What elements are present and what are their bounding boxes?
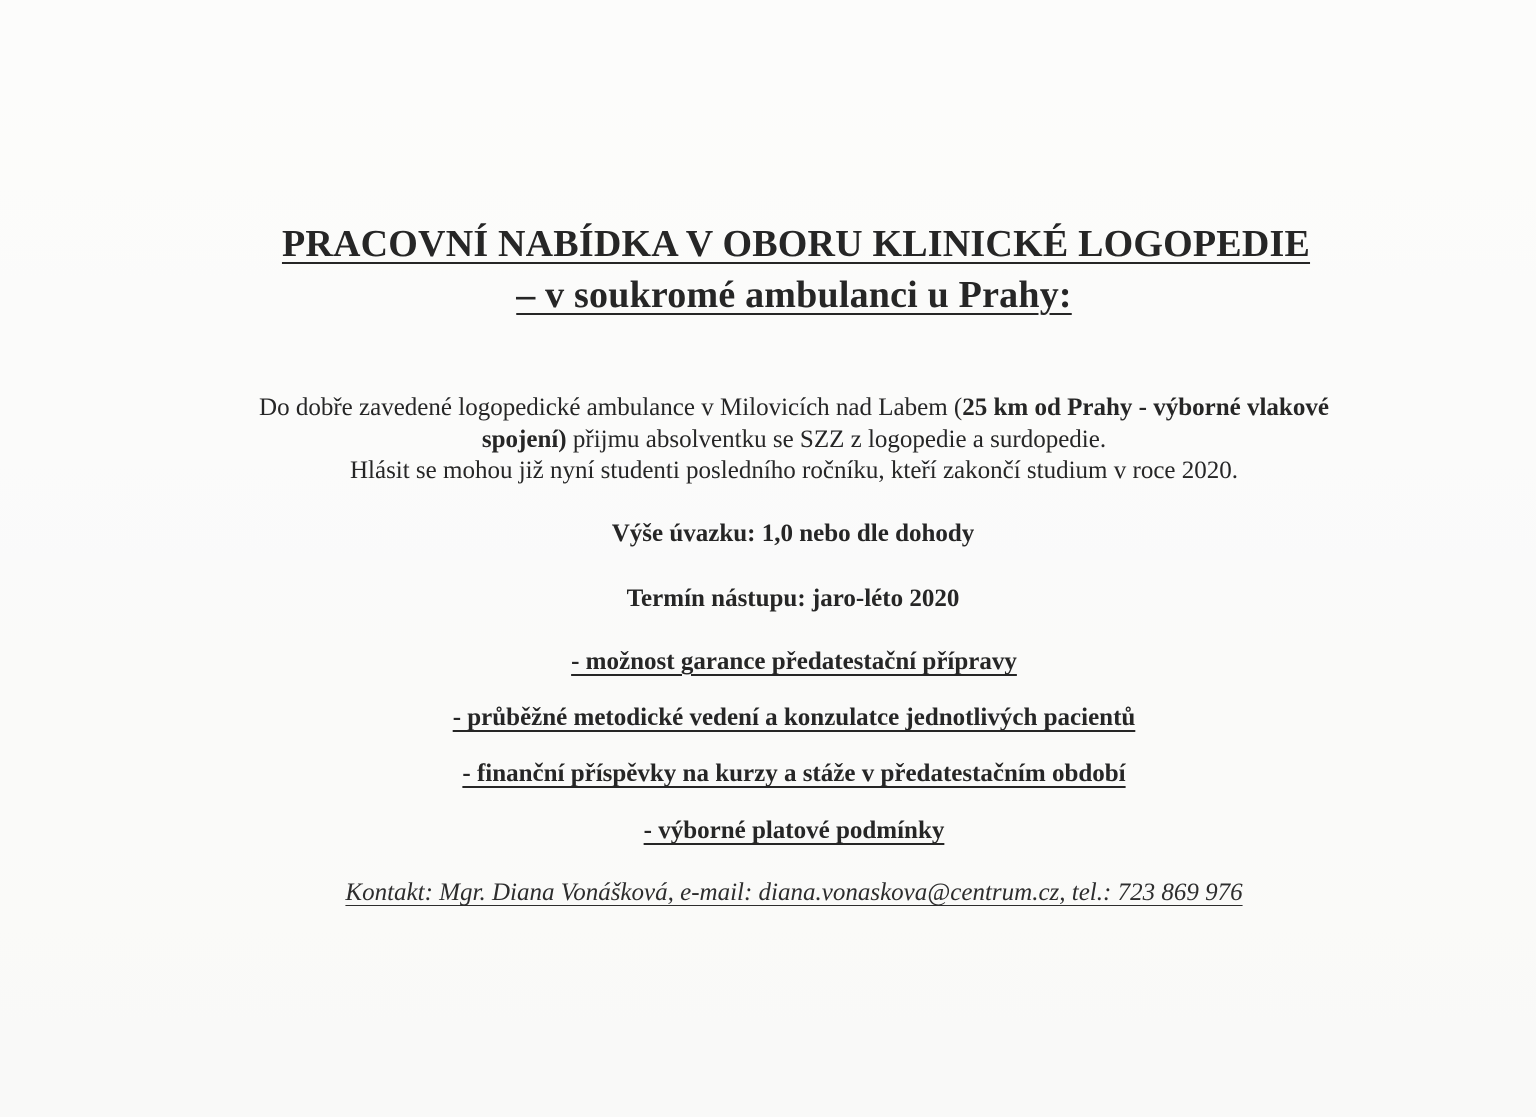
title-line-1: PRACOVNÍ NABÍDKA V OBORU KLINICKÉ LOGOPEDIE [281,223,1311,265]
benefit-item-1: - možnost garance předatestační přípravy [571,648,1017,675]
paragraph-line-1 [26,392,1536,423]
paragraph-line-1-bold: 25 km od Prahy - výborné vlakové [962,394,1329,421]
paragraph-line-1-normal: Do dobře zavedené logopedické ambulance v Milovicích nad Labem ( [259,394,963,421]
contact-line: Kontakt: Mgr. Diana Vonášková, e-mail: diana.vonaskova@centrum.cz, tel.: 723 869 976 [345,879,1243,906]
benefit-item-3: - finanční příspěvky na kurzy a stáže v předatestačním období [462,760,1126,787]
benefit-item-2: - průběžné metodické vedení a konzulatce jednotlivých pacientů [452,704,1136,731]
paragraph-line-2-bold: spojení) [481,426,567,453]
paragraph-line-3: Hlásit se mohou již nyní studenti posledního ročníku, kteří zakončí studium v roce 2020. [349,457,1239,484]
start-date-line: Termín nástupu: jaro-léto 2020 [626,585,960,612]
workload-line: Výše úvazku: 1,0 nebo dle dohody [611,520,975,547]
benefit-item-4: - výborné platové podmínky [643,817,945,844]
title-line-2: – v soukromé ambulanci u Prahy: [516,274,1072,316]
paragraph-line-2 [26,424,1536,455]
paragraph-line-2-normal: přijmu absolventku se SZZ z logopedie a surdopedie. [566,426,1107,453]
